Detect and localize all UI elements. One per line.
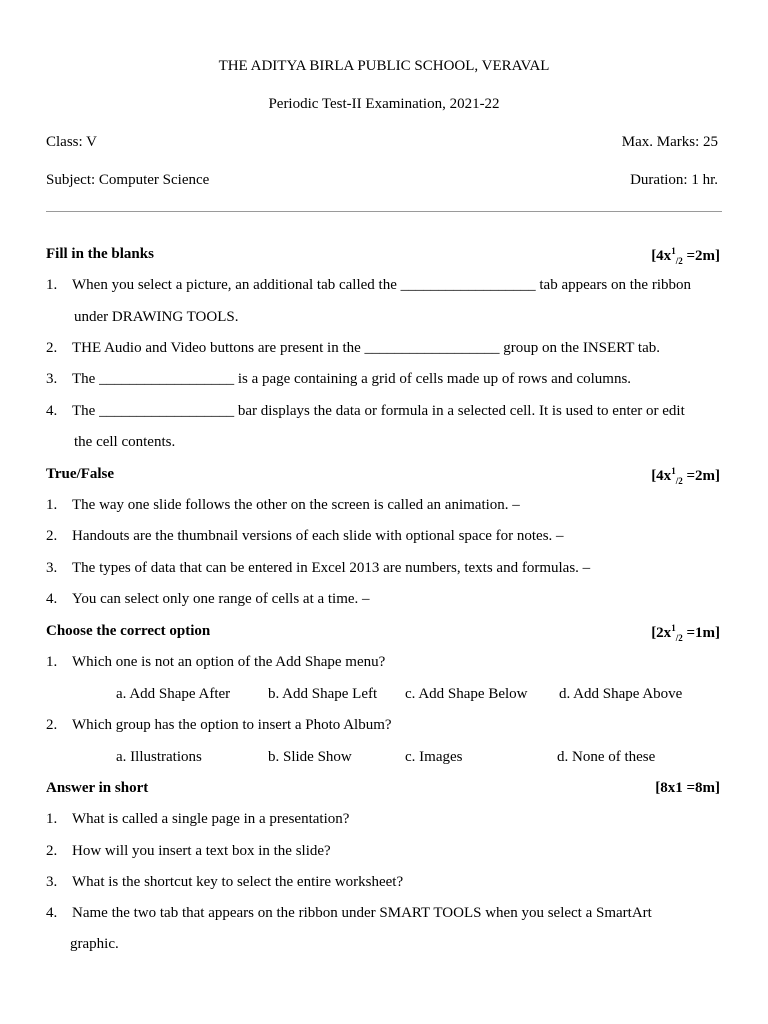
question-number: 4.: [46, 905, 58, 921]
question-text: Name the two tab that appears on the ribbon under SMART TOOLS when you select a SmartArt: [72, 905, 652, 921]
question-number: 3.: [46, 371, 58, 387]
option-b: b. Slide Show: [268, 749, 352, 765]
section-title-short: Answer in short: [46, 780, 149, 796]
question-text: Handouts are the thumbnail versions of each slide with optional space for notes. –: [72, 528, 564, 544]
option-b: b. Add Shape Left: [268, 686, 378, 702]
question-number: 4.: [46, 403, 58, 419]
question-number: 1.: [46, 497, 58, 513]
question-number: 2.: [46, 717, 58, 733]
duration-label: Duration: 1 hr.: [630, 172, 718, 188]
question-text: The __________________ bar displays the data or formula in a selected cell. It is used to enter or edit: [72, 403, 685, 419]
option-d: d. None of these: [557, 749, 656, 765]
option-d: d. Add Shape Above: [559, 686, 683, 702]
question-text-continued: graphic.: [70, 936, 119, 952]
option-a: a. Illustrations: [116, 749, 202, 765]
option-a: a. Add Shape After: [116, 686, 231, 702]
exam-title: Periodic Test-II Examination, 2021-22: [268, 96, 500, 112]
section-marks-short: [8x1 =8m]: [655, 780, 720, 796]
question-text: What is called a single page in a presentation?: [72, 811, 350, 827]
question-number: 4.: [46, 591, 58, 607]
section-marks-true-false: $[4x^1_{/2} =2m]$: [651, 466, 720, 486]
header-divider: [46, 211, 722, 212]
question-number: 1.: [46, 811, 58, 827]
class-label: Class: V: [46, 134, 97, 150]
question-text: When you select a picture, an additional tab called the __________________ tab appears on the ribbon: [72, 277, 691, 293]
question-text: Which one is not an option of the Add Shape menu?: [72, 654, 386, 670]
section-marks-mcq: $[2x^1_{/2} =1m]$: [651, 623, 720, 643]
question-text: The way one slide follows the other on the screen is called an animation. –: [72, 497, 520, 513]
question-number: 1.: [46, 654, 58, 670]
question-number: 3.: [46, 560, 58, 576]
max-marks: Max. Marks: 25: [621, 134, 718, 150]
section-title-fill: Fill in the blanks: [46, 246, 154, 262]
section-title-mcq: Choose the correct option: [46, 623, 211, 639]
question-number: 2.: [46, 528, 58, 544]
question-number: 2.: [46, 843, 58, 859]
question-number: 1.: [46, 277, 58, 293]
subject-label: Subject: Computer Science: [46, 172, 210, 188]
question-text: You can select only one range of cells at a time. –: [72, 591, 370, 607]
section-title-true-false: True/False: [46, 466, 115, 482]
question-text-continued: the cell contents.: [74, 434, 176, 450]
question-text: How will you insert a text box in the slide?: [72, 843, 331, 859]
option-c: c. Add Shape Below: [405, 686, 528, 702]
question-text: THE Audio and Video buttons are present in the __________________ group on the INSERT tab.: [72, 340, 660, 356]
question-text: The types of data that can be entered in Excel 2013 are numbers, texts and formulas. –: [72, 560, 591, 576]
school-name: THE ADITYA BIRLA PUBLIC SCHOOL, VERAVAL: [218, 58, 550, 74]
question-number: 3.: [46, 874, 58, 890]
question-text: Which group has the option to insert a Photo Album?: [72, 717, 392, 733]
question-text-continued: under DRAWING TOOLS.: [74, 309, 239, 325]
question-number: 2.: [46, 340, 58, 356]
section-marks-fill: $[4x^1_{/2} =2m]$: [651, 246, 720, 266]
option-c: c. Images: [405, 749, 463, 765]
question-text: What is the shortcut key to select the entire worksheet?: [72, 874, 404, 890]
question-text: The __________________ is a page containing a grid of cells made up of rows and columns.: [72, 371, 632, 387]
